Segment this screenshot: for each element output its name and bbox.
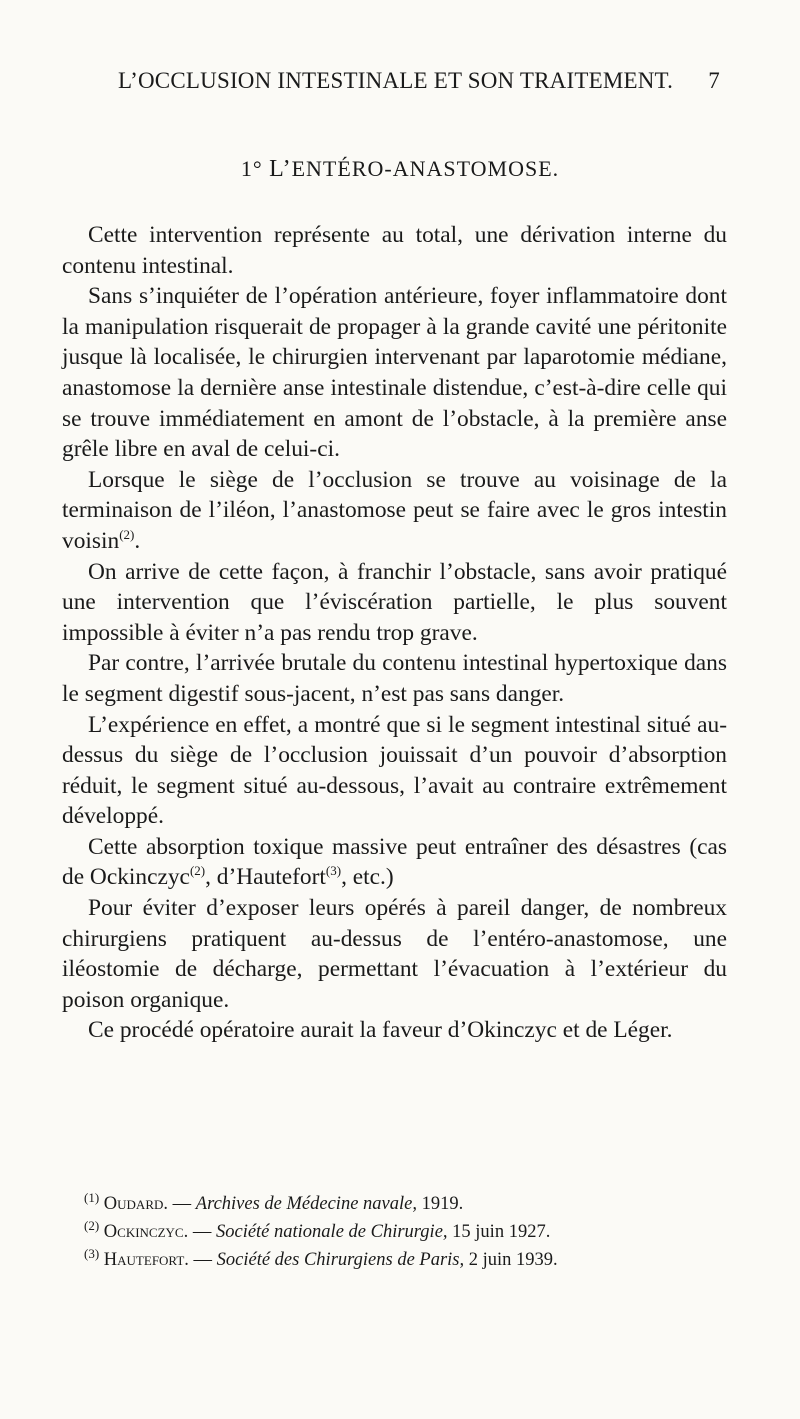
footnote xyxy=(84,1246,724,1274)
section-title-first: L’ xyxy=(269,156,292,182)
paragraph xyxy=(62,465,727,557)
paragraph-text: Sans s’inquiéter de l’opération antérieure, foyer inflammatoire dont la manipulation risquerait de propager à la grande cavité une péritonite jusque là localisée, le chirurgien intervenant par laparotomie médiane, anastomose la dernière anse intestinale distendue, c’est-à-dire celle qui se trouve immédiatement en amont de l’obstacle, à la première anse grêle libre en aval de celui-ci. xyxy=(62,283,727,463)
footnote-dash: — xyxy=(188,1222,216,1242)
body-text xyxy=(62,220,727,1046)
footnotes xyxy=(84,1190,724,1274)
footnote-date: 15 juin 1927. xyxy=(447,1222,551,1242)
paragraph xyxy=(62,1015,727,1046)
paragraph-text: Cette intervention représente au total, une dérivation interne du contenu intestinal. xyxy=(62,222,727,279)
footnote xyxy=(84,1190,724,1218)
footnote xyxy=(84,1218,724,1246)
page-number: 7 xyxy=(708,68,720,93)
footnote-ref: (2) xyxy=(189,863,206,879)
paragraph xyxy=(62,220,727,281)
footnote-author: Ockinczyc. xyxy=(103,1222,189,1242)
footnote-author: Hautefort. xyxy=(103,1250,189,1270)
paragraph xyxy=(62,893,727,1015)
footnote-mark: (1) xyxy=(84,1189,100,1205)
paragraph-text: , d’Hautefort xyxy=(205,864,326,891)
paragraph-text: Cette absorption toxique massive peut entraîner des désastres (cas de Ockinczyc xyxy=(62,833,727,891)
footnote-mark: (2) xyxy=(84,1217,100,1233)
paragraph xyxy=(62,710,727,832)
footnote-dash: — xyxy=(168,1194,196,1214)
paragraph-text: L’expérience en effet, a montré que si le segment intestinal situé au-dessus du siège de l’occlusion jouissait d’un pouvoir d’absorption réduit, le segment situé au-dessous, l’avait au contraire extrêmement développé. xyxy=(62,711,727,830)
footnote-source: Société des Chirurgiens de Paris, xyxy=(216,1250,465,1270)
paragraph-text: Lorsque le siège de l’occlusion se trouve au voisinage de la terminaison de l’iléon, l’anastomose peut se faire avec le gros intestin voisin xyxy=(62,466,727,554)
paragraph xyxy=(62,281,727,465)
paragraph-text: Ce procédé opératoire aurait la faveur d’Okinczyc et de Léger. xyxy=(88,1017,673,1044)
footnote-date: 1919. xyxy=(416,1194,464,1214)
paragraph-text: . xyxy=(134,527,141,554)
footnote-ref: (3) xyxy=(325,863,342,879)
paragraph xyxy=(62,832,727,893)
paragraph-text: On arrive de cette façon, à franchir l’obstacle, sans avoir pratiqué une intervention que l’éviscération partielle, le plus souvent impossible à éviter n’a pas rendu trop grave. xyxy=(62,558,727,646)
footnote-ref: (2) xyxy=(119,527,135,543)
paragraph-text: , etc.) xyxy=(341,864,394,891)
section-number: 1° xyxy=(240,156,263,181)
section-title-rest: ENTÉRO-ANASTOMOSE. xyxy=(291,156,560,181)
footnote-mark: (3) xyxy=(84,1245,100,1261)
footnote-author: Oudard. xyxy=(103,1194,169,1214)
paragraph-text: Pour éviter d’exposer leurs opérés à pareil danger, de nombreux chirurgiens pratiquent au-dessus de l’entéro-anastomose, une iléostomie de décharge, permettant l’évacuation à l’extérieur du poison organique. xyxy=(62,895,727,1013)
paragraph-text: Par contre, l’arrivée brutale du contenu intestinal hypertoxique dans le segment digestif sous-jacent, n’est pas sans danger. xyxy=(62,650,727,707)
paragraph xyxy=(62,648,727,709)
paragraph xyxy=(62,557,727,649)
footnote-source: Archives de Médecine navale, xyxy=(195,1194,417,1214)
footnote-dash: — xyxy=(188,1250,217,1270)
running-head-title: L’OCCLUSION INTESTINALE ET SON TRAITEMENT. xyxy=(118,68,674,93)
section-heading xyxy=(0,156,800,183)
footnote-date: 2 juin 1939. xyxy=(464,1250,558,1270)
footnote-source: Société nationale de Chirurgie, xyxy=(215,1222,448,1242)
